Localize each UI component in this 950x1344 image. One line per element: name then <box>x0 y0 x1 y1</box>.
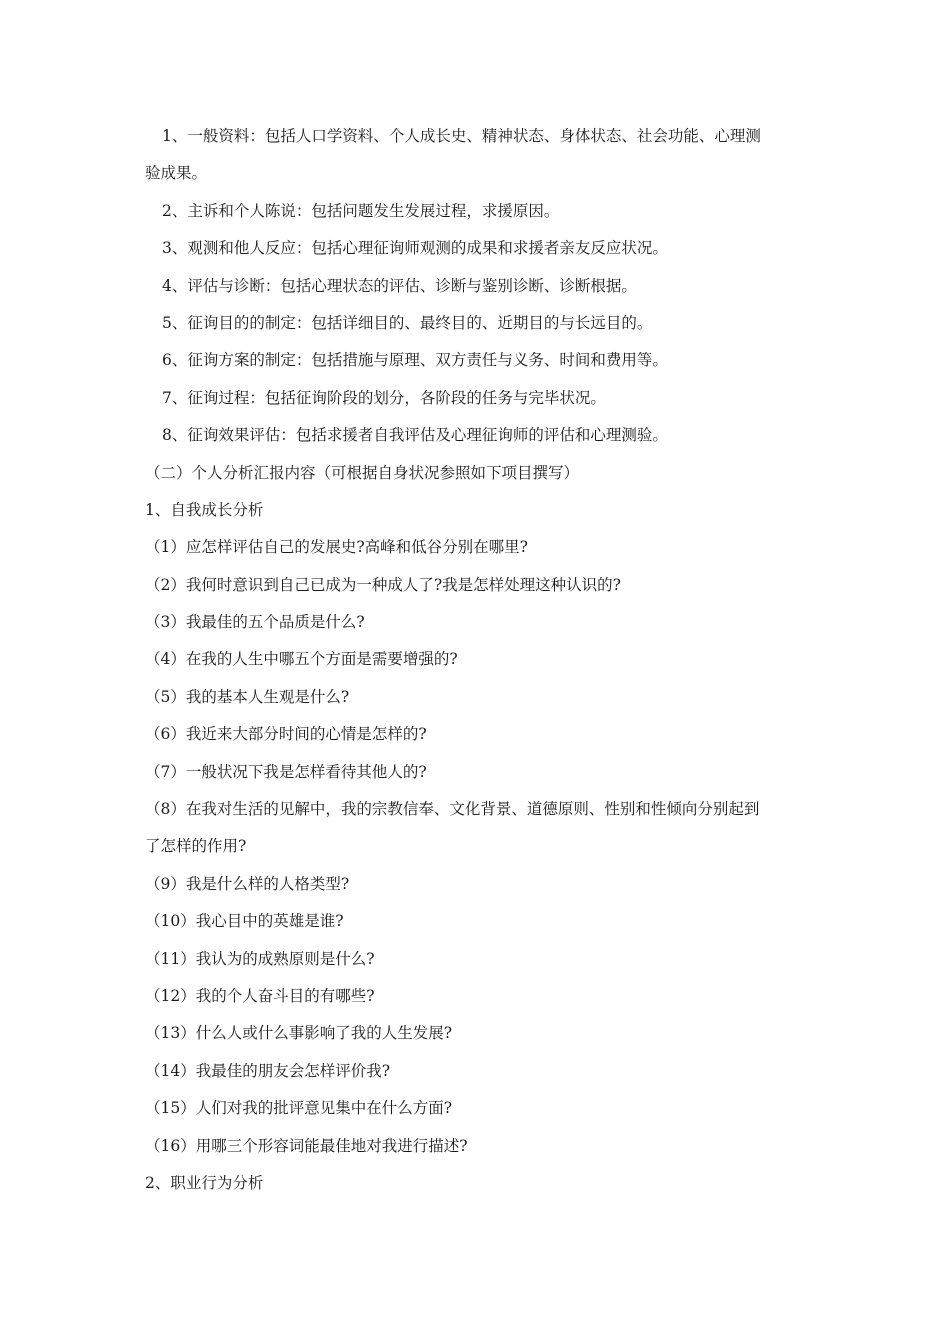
question-item: （10）我心目中的英雄是谁? <box>145 912 344 931</box>
text-line: 5、征询目的的制定：包括详细目的、最终目的、近期目的与长远目的。 <box>162 313 653 332</box>
question-item: 了怎样的作用? <box>145 837 247 856</box>
question-item: （16）用哪三个形容词能最佳地对我进行描述? <box>145 1136 468 1155</box>
text-line: 验成果。 <box>145 164 208 183</box>
text-line: 8、征询效果评估：包括求援者自我评估及心理征询师的评估和心理测验。 <box>162 426 668 445</box>
question-item: （12）我的个人奋斗目的有哪些? <box>145 986 375 1005</box>
section-heading: （二）个人分析汇报内容（可根据自身状况参照如下项目撰写） <box>145 463 580 482</box>
question-item: （1）应怎样评估自己的发展史?高峰和低谷分别在哪里? <box>145 538 528 557</box>
question-item: （6）我近来大部分时间的心情是怎样的? <box>145 725 427 744</box>
question-item: （15）人们对我的批评意见集中在什么方面? <box>145 1099 453 1118</box>
text-line: 1、一般资料：包括人口学资料、个人成长史、精神状态、身体状态、社会功能、心理测 <box>162 127 761 145</box>
subsection-heading: 1、自我成长分析 <box>145 500 264 519</box>
question-item: （7）一般状况下我是怎样看待其他人的? <box>145 762 427 781</box>
question-item: （8）在我对生活的见解中，我的宗教信奉、文化背景、道德原则、性别和性倾向分别起到 <box>145 800 760 819</box>
question-item: （5）我的基本人生观是什么? <box>145 687 350 706</box>
text-line: 7、征询过程：包括征询阶段的划分，各阶段的任务与完毕状况。 <box>162 388 606 407</box>
text-line: 4、评估与诊断：包括心理状态的评估、诊断与鉴别诊断、诊断根据。 <box>162 276 637 295</box>
question-item: （14）我最佳的朋友会怎样评价我? <box>145 1061 391 1080</box>
document-body <box>145 118 815 1202</box>
question-item: （11）我认为的成熟原则是什么? <box>145 949 375 968</box>
question-item: （9）我是什么样的人格类型? <box>145 874 350 893</box>
text-line: 3、观测和他人反应：包括心理征询师观测的成果和求援者亲友反应状况。 <box>162 239 668 258</box>
question-item: （13）什么人或什么事影响了我的人生发展? <box>145 1024 453 1043</box>
subsection-heading: 2、职业行为分析 <box>145 1173 264 1192</box>
question-item: （4）在我的人生中哪五个方面是需要增强的? <box>145 650 458 669</box>
question-item: （2）我何时意识到自己已成为一种成人了?我是怎样处理这种认识的? <box>145 575 621 594</box>
text-line: 2、主诉和个人陈说：包括问题发生发展过程，求援原因。 <box>162 201 560 220</box>
text-line: 6、征询方案的制定：包括措施与原理、双方责任与义务、时间和费用等。 <box>162 351 668 370</box>
question-item: （3）我最佳的五个品质是什么? <box>145 613 365 632</box>
